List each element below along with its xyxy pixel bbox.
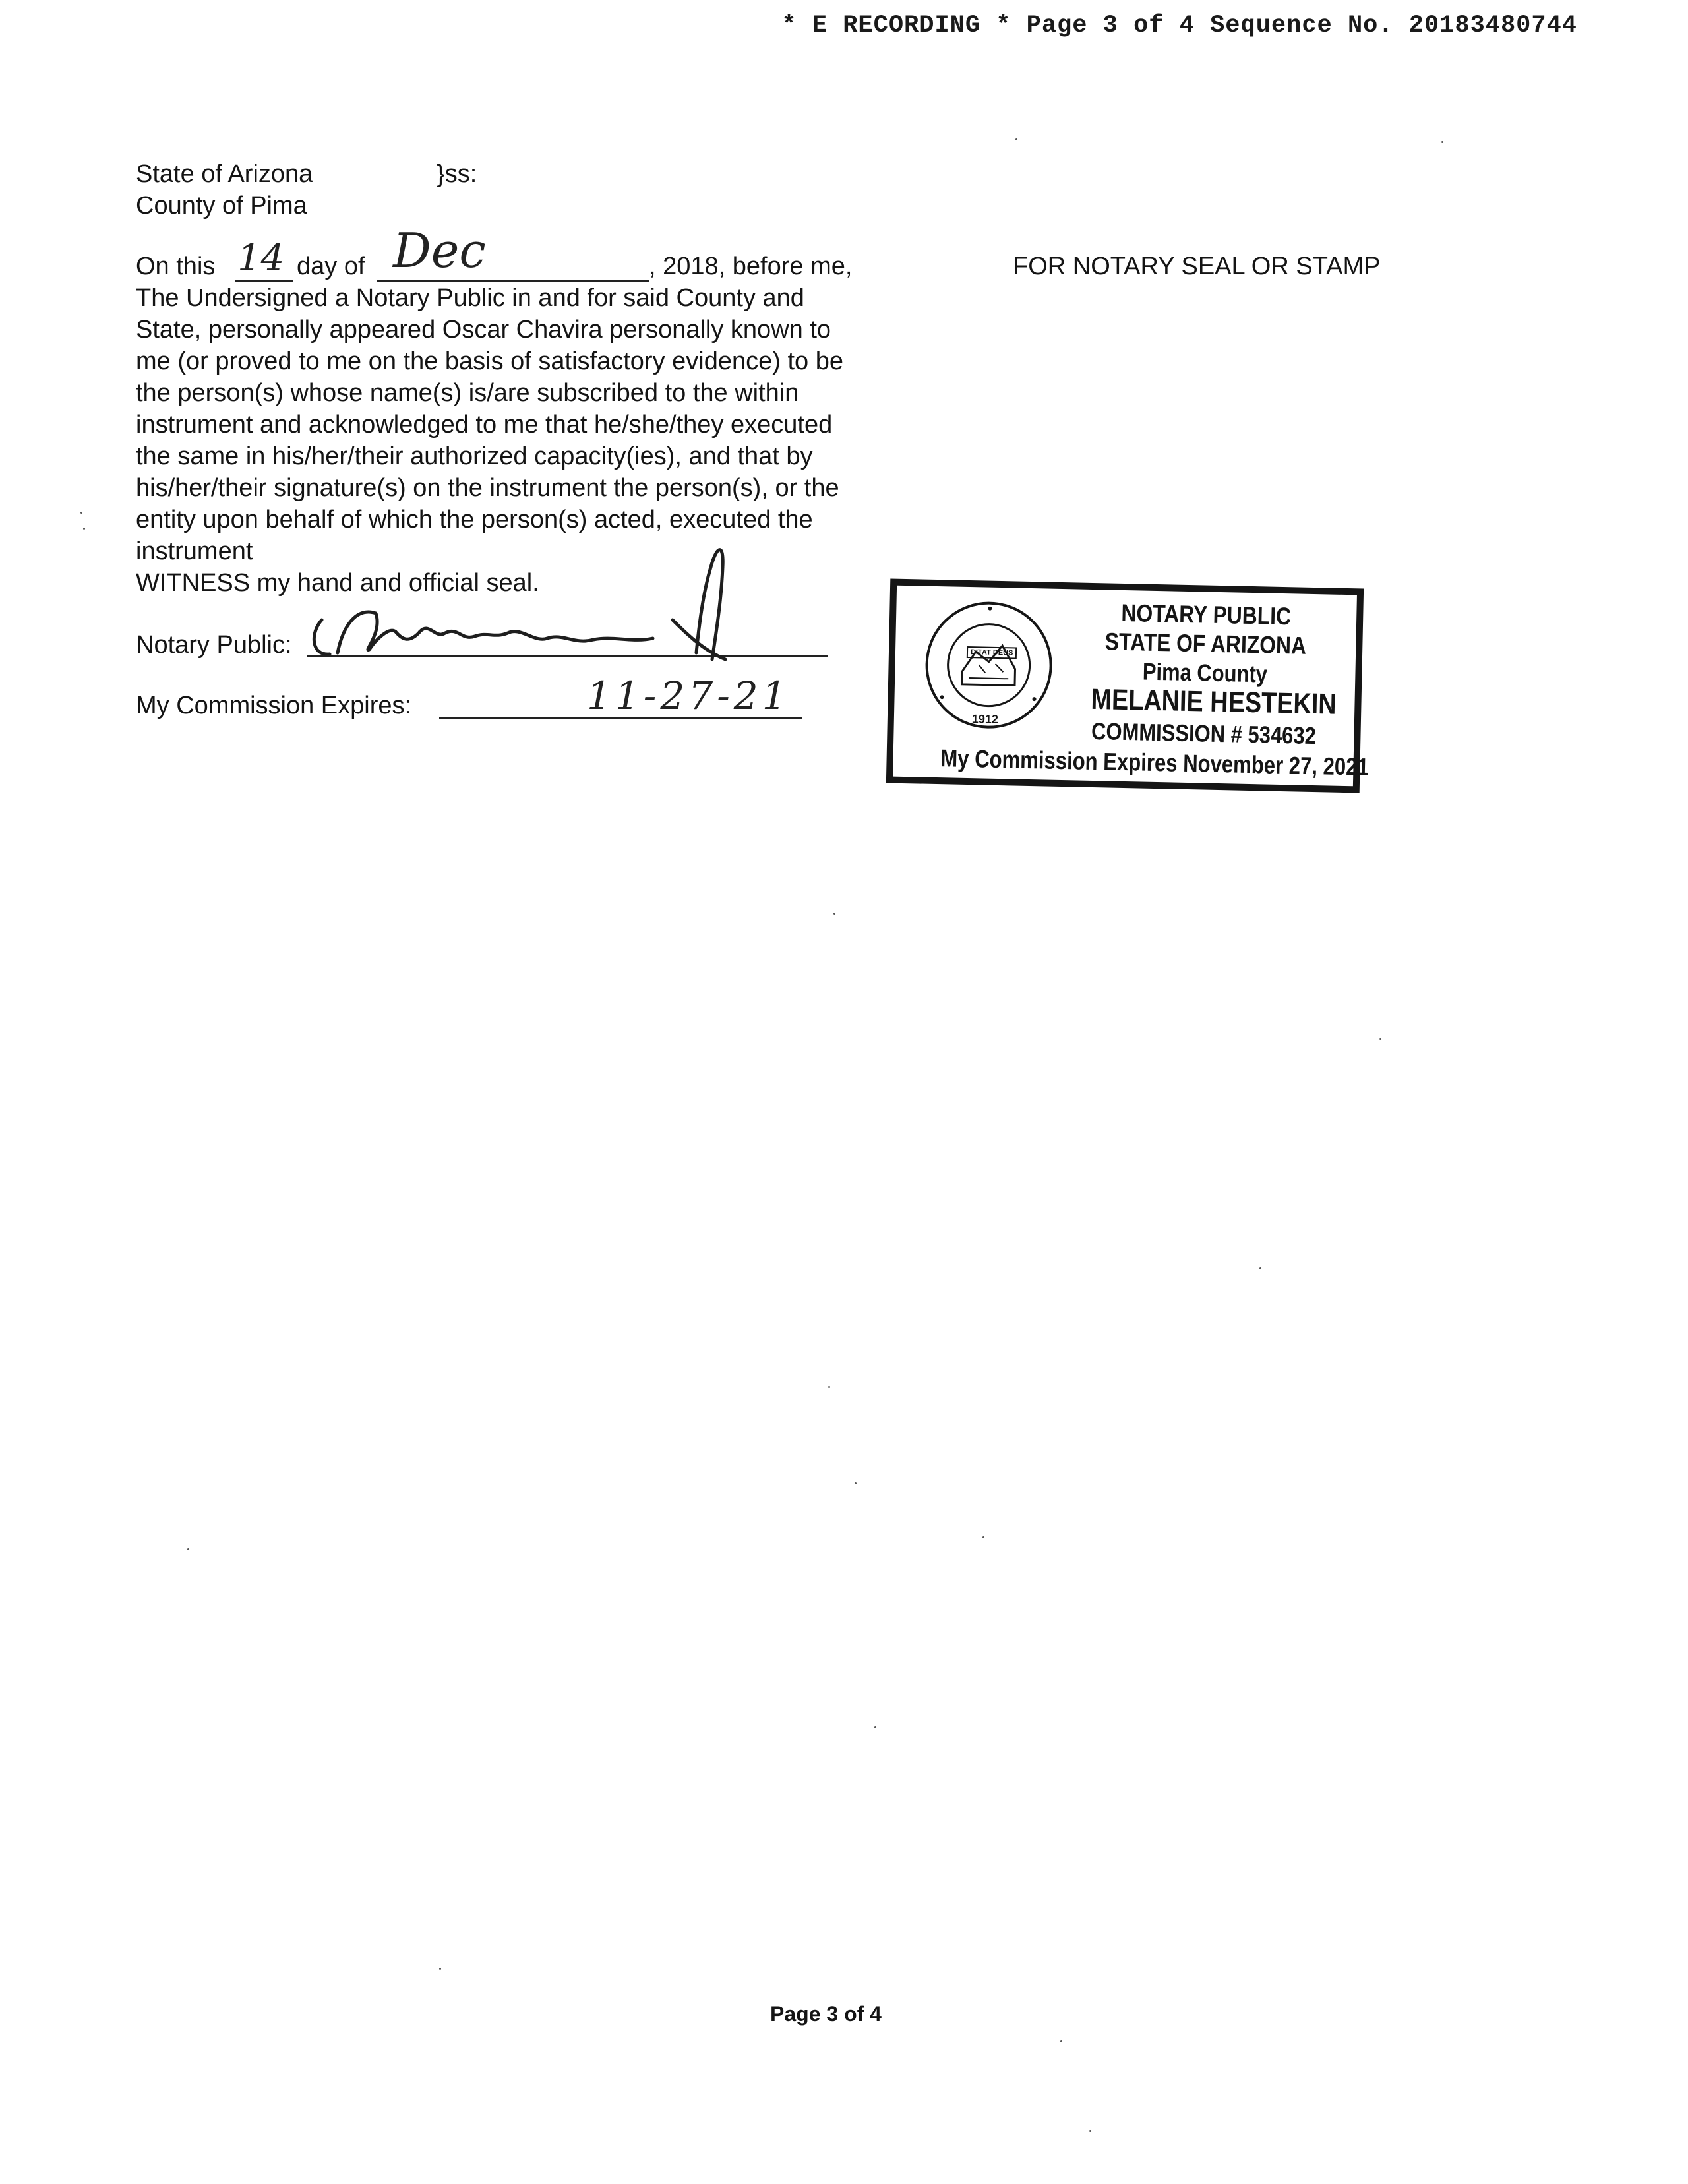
- notary-public-label: Notary Public:: [136, 631, 292, 659]
- on-this-label: On this: [136, 253, 216, 280]
- recording-header: * E RECORDING * Page 3 of 4 Sequence No. 20183480744: [781, 12, 1577, 40]
- scan-speck: [1089, 2130, 1091, 2132]
- stamp-state: STATE OF ARIZONA: [1104, 628, 1307, 659]
- venue-state: State of Arizona: [136, 160, 313, 188]
- day-underline: [235, 280, 293, 282]
- scan-speck: [439, 1968, 441, 1970]
- notary-stamp: [886, 579, 1370, 793]
- ack-line: The Undersigned a Notary Public in and for said County and: [136, 284, 804, 312]
- scan-speck: [874, 1726, 876, 1728]
- ack-line: State, personally appeared Oscar Chavira personally known to: [136, 316, 831, 344]
- scan-speck: [828, 1386, 830, 1388]
- scan-speck: [80, 512, 82, 514]
- scan-speck: [1060, 2040, 1062, 2042]
- scan-speck: [1015, 138, 1017, 140]
- venue-county: County of Pima: [136, 192, 307, 220]
- venue-ss: }ss:: [437, 160, 477, 188]
- seal-motto: DITAT DEUS: [967, 646, 1017, 659]
- ack-line: the same in his/her/their authorized capacity(ies), and that by: [136, 442, 813, 470]
- ack-line: the person(s) whose name(s) is/are subscribed to the within: [136, 379, 799, 407]
- stamp-commission-number: COMMISSION # 534632: [1091, 717, 1317, 750]
- ack-line: his/her/their signature(s) on the instrument the person(s), or the: [136, 474, 839, 502]
- stamp-notary-name: MELANIE HESTEKIN: [1091, 682, 1337, 721]
- scan-speck: [1441, 141, 1443, 143]
- scan-speck: [83, 528, 85, 530]
- scan-speck: [855, 1482, 857, 1484]
- stamp-expiration: My Commission Expires November 27, 2021: [940, 744, 1370, 781]
- scan-speck: [833, 913, 835, 915]
- witness-line: WITNESS my hand and official seal.: [136, 569, 539, 597]
- stamp-notary-public: NOTARY PUBLIC: [1121, 599, 1292, 630]
- year-before-me: , 2018, before me,: [649, 253, 853, 280]
- commission-handwritten: 11-27-21: [587, 673, 791, 718]
- ack-line: me (or proved to me on the basis of satisfactory evidence) to be: [136, 348, 843, 375]
- scan-speck: [1379, 1038, 1381, 1040]
- ack-line: instrument: [136, 537, 253, 565]
- day-of-label: day of: [297, 253, 365, 280]
- scan-speck: [1259, 1267, 1261, 1269]
- scan-speck: [982, 1536, 984, 1538]
- ack-line: instrument and acknowledged to me that he/she/they executed: [136, 411, 833, 439]
- page-number: Page 3 of 4: [770, 2002, 882, 2026]
- notary-signature: [303, 528, 844, 666]
- seal-area-label: FOR NOTARY SEAL OR STAMP: [1013, 253, 1381, 280]
- scan-speck: [187, 1548, 189, 1550]
- month-handwritten: Dec: [393, 223, 486, 278]
- commission-expires-label: My Commission Expires:: [136, 692, 412, 719]
- seal-year: 1912: [971, 712, 999, 726]
- day-handwritten: 14: [237, 237, 285, 280]
- stamp-county: Pima County: [1142, 657, 1268, 688]
- month-underline: [377, 280, 649, 282]
- ack-line: entity upon behalf of which the person(s) acted, executed the: [136, 506, 813, 533]
